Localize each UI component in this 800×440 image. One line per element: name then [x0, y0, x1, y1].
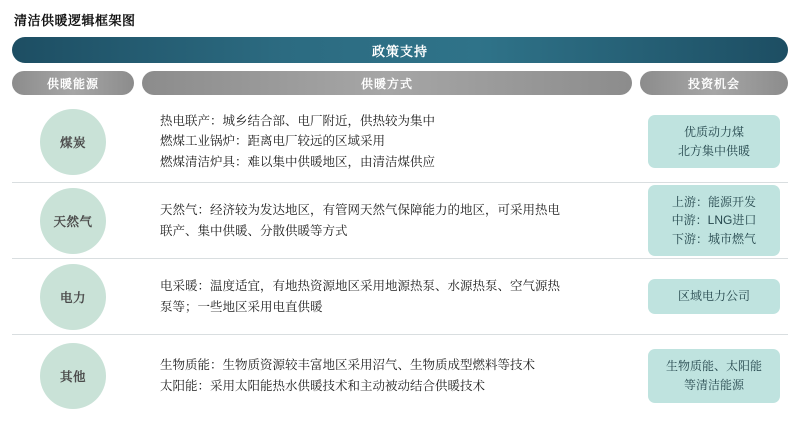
header-investment-opportunity [640, 71, 788, 95]
method-line: 燃煤工业锅炉：距离电厂较远的区域采用 [160, 134, 386, 149]
opportunity-line: 等清洁能源 [683, 378, 744, 392]
opportunity-line: 上游：能源开发 [671, 194, 756, 209]
category-badge: 其他 [40, 343, 106, 409]
method-line: 热电联产：城乡结合部、电厂附近，供热较为集中 [160, 113, 436, 128]
category-badge: 电力 [40, 264, 106, 330]
opportunity-line: 北方集中供暖 [677, 143, 750, 158]
opportunity-line: 优质动力煤 [683, 124, 744, 139]
method-line: 太阳能：采用太阳能热水供暖技术和主动被动结合供暖技术 [160, 379, 486, 393]
category-cell [12, 188, 134, 254]
opportunity-line: 中游：LNG进口 [671, 213, 757, 228]
header-heating-method [142, 71, 632, 95]
method-cell [142, 111, 632, 173]
header-heating-source [12, 71, 134, 95]
header-heating-method-label: 供暖方式 [360, 76, 413, 91]
opportunity-box [648, 115, 780, 168]
header-investment-opportunity-label: 投资机会 [687, 76, 740, 91]
page-title: 清洁供暖逻辑框架图 [14, 13, 136, 28]
table-row [12, 335, 788, 417]
method-line: 电采暖：温度适宜，有地热资源地区采用地源热泵、水源热泵、空气源热 [160, 278, 561, 293]
method-cell [142, 355, 632, 396]
rows-container [12, 101, 788, 417]
opportunity-cell [640, 349, 788, 402]
category-cell [12, 264, 134, 330]
table-row [12, 101, 788, 183]
category-cell [12, 109, 134, 175]
table-row [12, 259, 788, 335]
opportunity-box [648, 185, 780, 257]
method-line: 联产、集中供暖、分散供暖等方式 [160, 223, 348, 238]
method-line: 天然气：经济较为发达地区，有管网天然气保障能力的地区，可采用热电 [160, 202, 561, 217]
opportunity-line: 区域电力公司 [677, 289, 750, 304]
opportunity-line: 下游：城市燃气 [671, 231, 756, 246]
method-cell [142, 276, 632, 317]
policy-support-banner [12, 37, 788, 63]
opportunity-box [648, 349, 780, 402]
column-headers [12, 71, 788, 95]
banner-label: 政策支持 [371, 43, 428, 59]
opportunity-cell [640, 115, 788, 168]
header-heating-source-label: 供暖能源 [46, 76, 99, 91]
opportunity-cell [640, 185, 788, 257]
method-cell [142, 200, 632, 241]
category-cell [12, 343, 134, 409]
opportunity-line: 生物质能、太阳能 [665, 359, 762, 374]
method-line: 燃煤清洁炉具：难以集中供暖地区，由清洁煤供应 [160, 154, 436, 169]
category-badge: 煤炭 [40, 109, 106, 175]
category-badge: 天然气 [40, 188, 106, 254]
opportunity-box [648, 279, 780, 314]
method-line: 生物质能：生物质资源较丰富地区采用沼气、生物质成型燃料等技术 [160, 358, 536, 373]
opportunity-cell [640, 279, 788, 314]
table-row [12, 183, 788, 259]
method-line: 泵等；一些地区采用电直供暖 [160, 299, 323, 314]
